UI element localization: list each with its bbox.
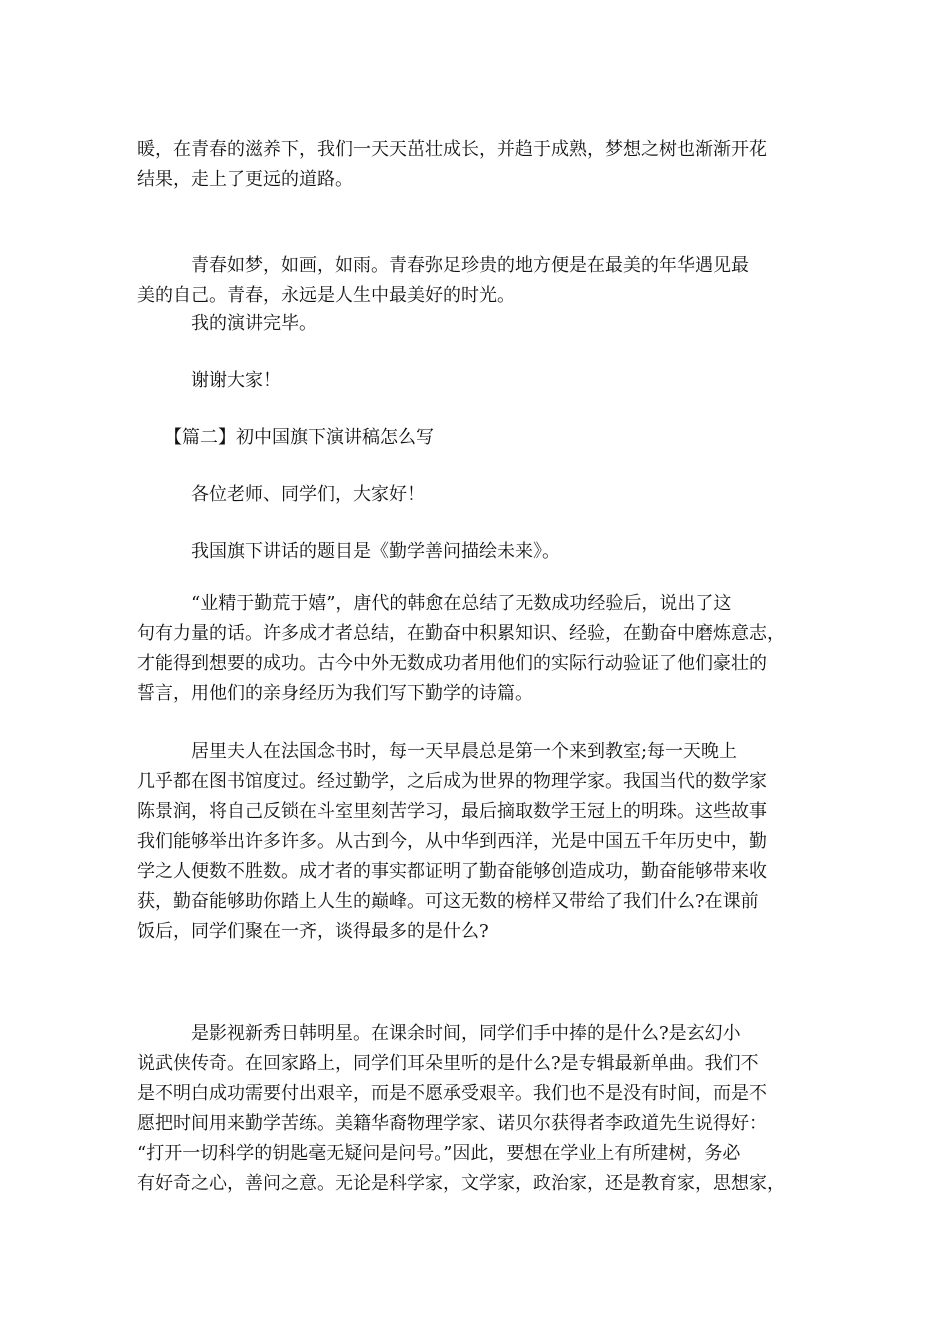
- section-heading: 【篇二】初中国旗下演讲稿怎么写: [137, 427, 434, 448]
- paragraph-curie: 居里夫人在法国念书时，每一天早晨总是第一个来到教室;每一天晚上 几乎都在图书馆度过。经过勤学，之后成为世界的物理学家。我国当代的数学家 陈景润，将自己反锁在斗室里刻苦学习，最后摘取数学王冠上的明珠。这些故事 我们能够举出许多许多。从古到今，从中华到西洋，光是中国五千年历史中，勤 学之人便数不胜数。成才者的事实都证明了勤奋能够创造成功，勤奋能够带来收 获，勤奋能够助你踏上人生的巅峰。可这无数的榜样又带给了我们什么?在课前 饭后，同学们聚在一齐，谈得最多的是什么?: [137, 741, 767, 942]
- paragraph-speech-end: 我的演讲完毕。: [137, 313, 317, 334]
- paragraph-topic: 我国旗下讲话的题目是《勤学善问描绘未来》。: [137, 541, 560, 562]
- paragraph-thanks: 谢谢大家！: [137, 370, 281, 391]
- paragraph-stars: 是影视新秀日韩明星。在课余时间，同学们手中捧的是什么?是玄幻小 说武侠传奇。在回家路上，同学们耳朵里听的是什么?是专辑最新单曲。我们不 是不明白成功需要付出艰辛，而是不愿承受艰辛。我们也不是没有时间，而是不 愿把时间用来勤学苦练。美籍华裔物理学家、诺贝尔获得者李政道先生说得好： “打开一切科学的钥匙毫无疑问是问号。”因此，要想在学业上有所建树，务必 有好奇之心，善问之意。无论是科学家，文学家，政治家，还是教育家，思想家，: [137, 1023, 785, 1194]
- paragraph-greeting: 各位老师、同学们，大家好！: [137, 484, 425, 505]
- paragraph-quote: “业精于勤荒于嬉”，唐代的韩愈在总结了无数成功经验后，说出了这 句有力量的话。许多成才者总结，在勤奋中积累知识、经验，在勤奋中磨炼意志， 才能得到想要的成功。古今中外无数成功者用他们的实际行动验证了他们豪壮的 誓言，用他们的亲身经历为我们写下勤学的诗篇。: [137, 593, 785, 704]
- paragraph-intro-continued: 暖，在青春的滋养下，我们一天天茁壮成长，并趋于成熟，梦想之树也渐渐开花 结果，走上了更远的道路。: [137, 139, 767, 190]
- paragraph-youth: 青春如梦，如画，如雨。青春弥足珍贵的地方便是在最美的年华遇见最 美的自己。青春，永远是人生中最美好的时光。: [137, 255, 749, 306]
